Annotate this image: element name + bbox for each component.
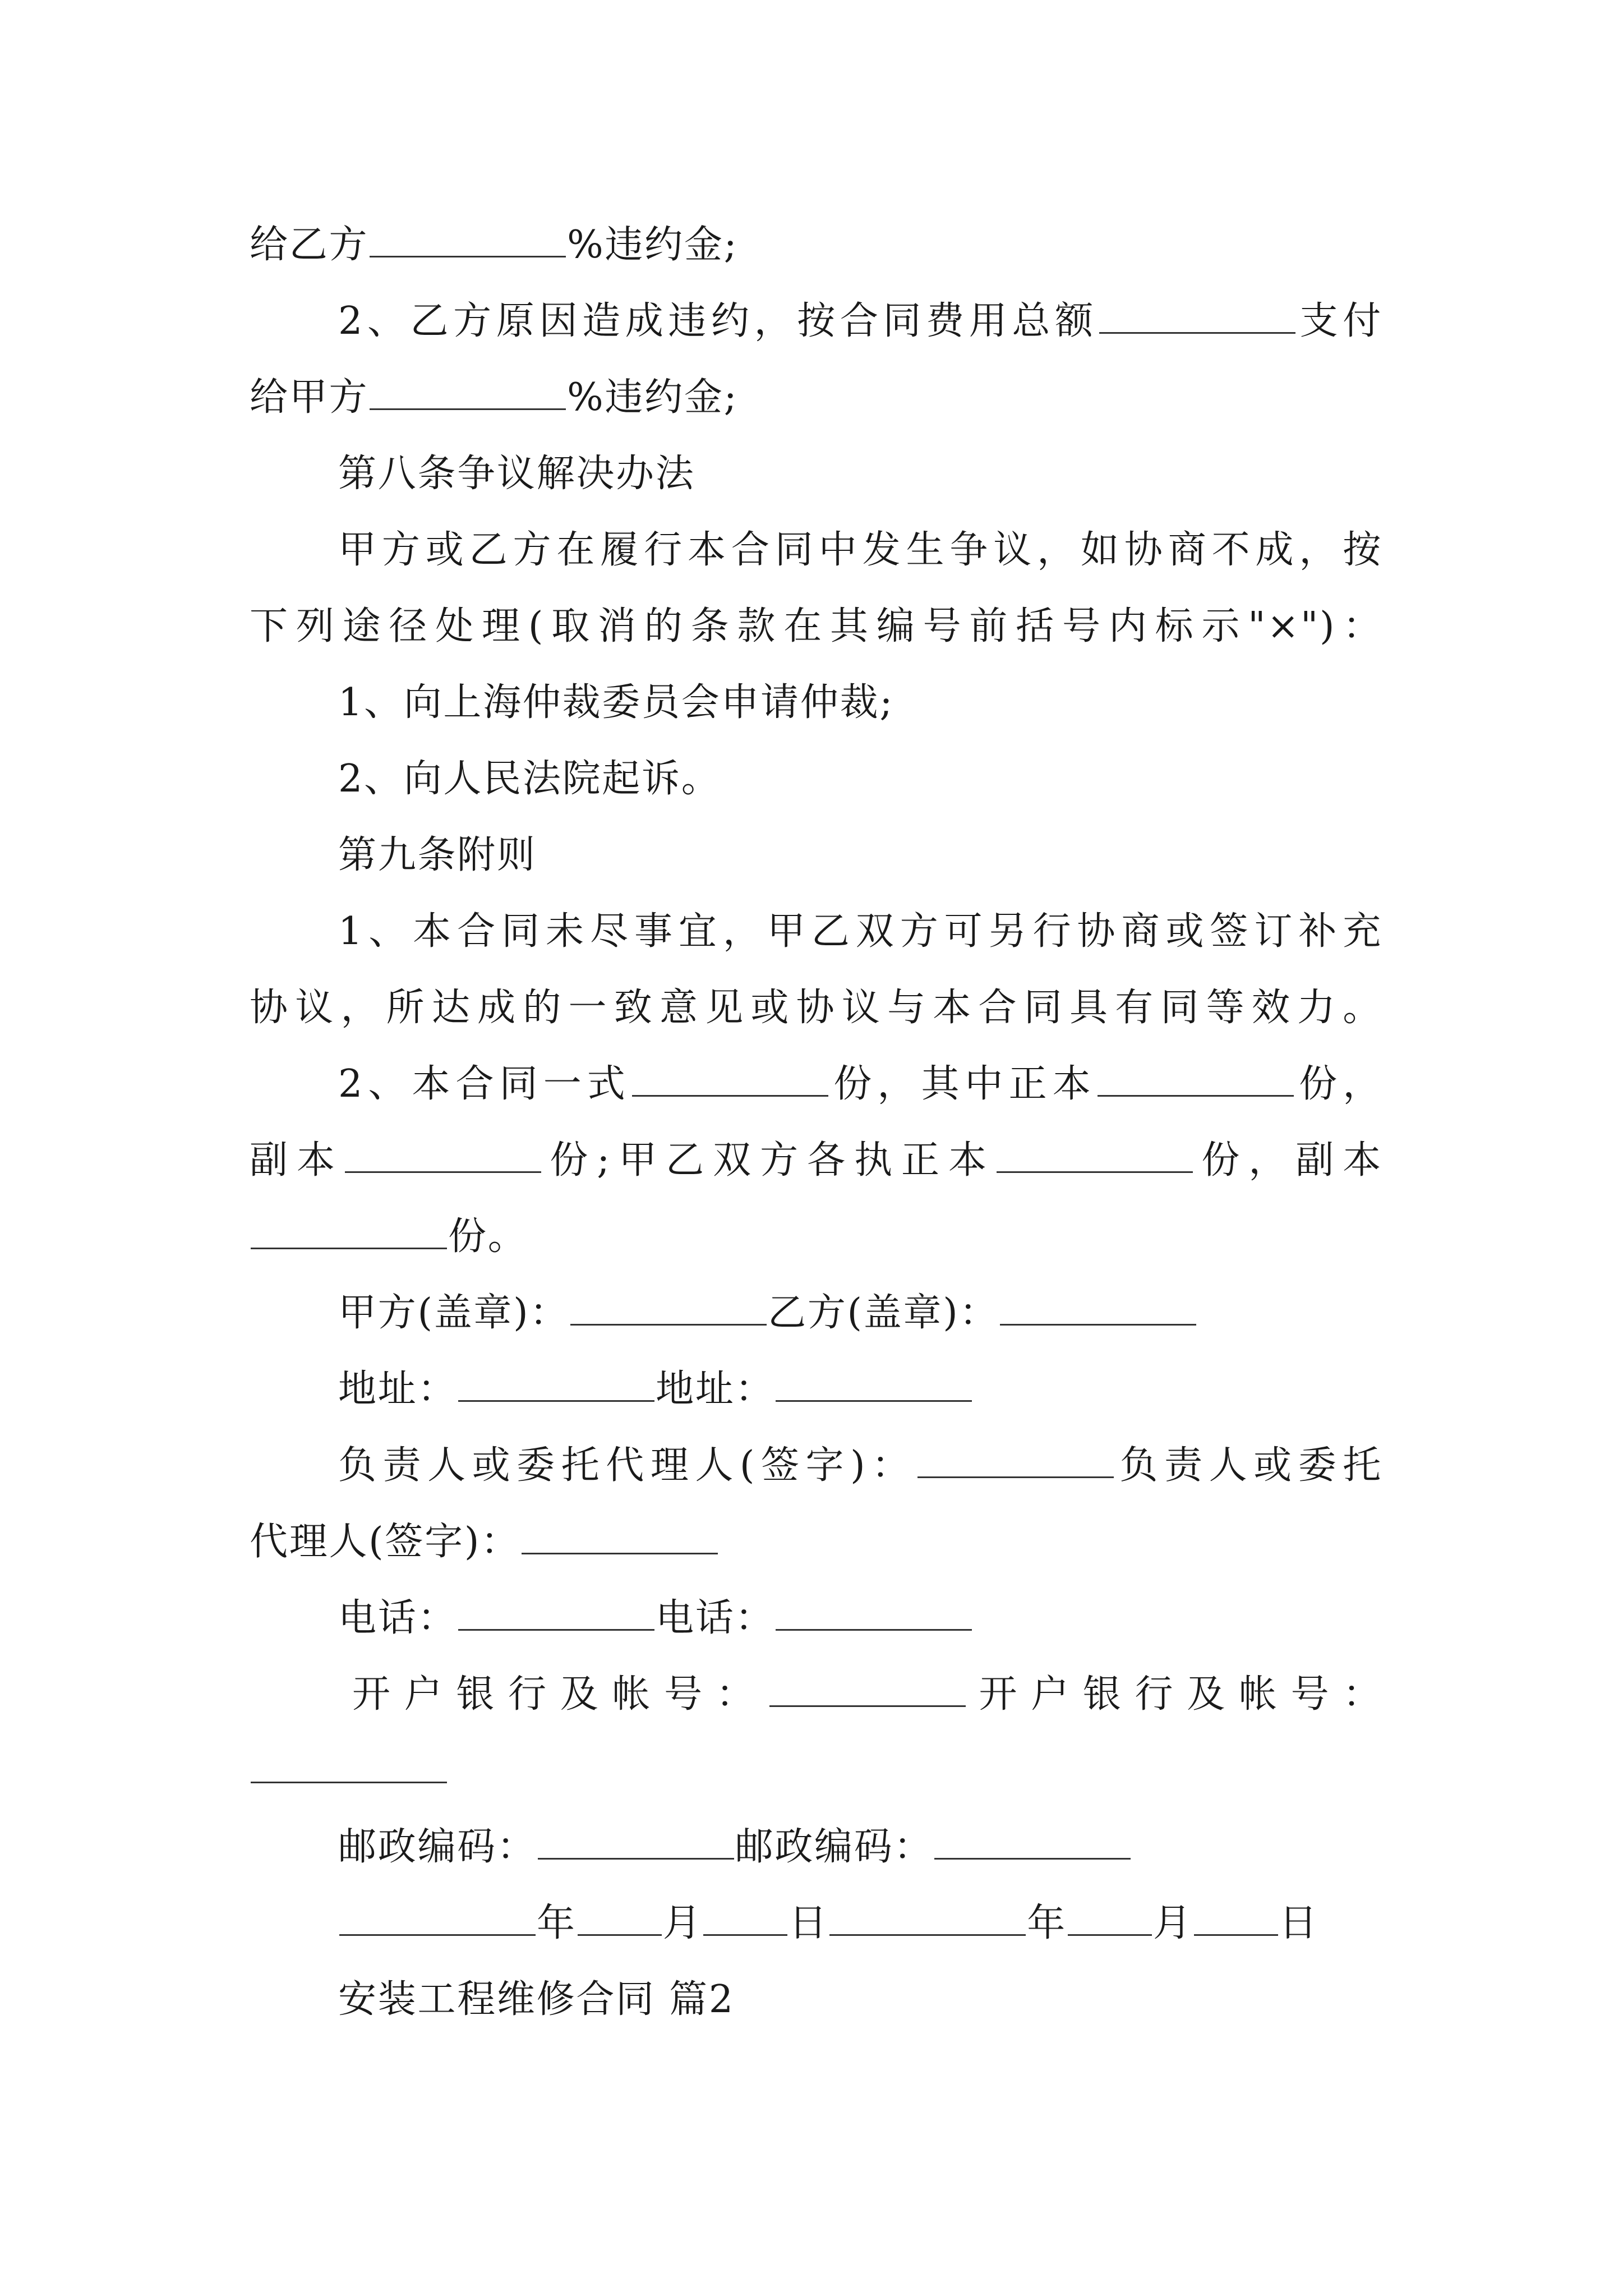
text: 乙方(盖章)： [768, 1291, 999, 1335]
blank-field [1099, 301, 1295, 334]
blank-field [934, 1826, 1131, 1860]
blank-field [1068, 1903, 1152, 1936]
text: %违约金; [567, 375, 739, 420]
blank-field [458, 1598, 654, 1631]
blank-field [339, 1903, 536, 1936]
blank-field [578, 1903, 662, 1936]
text-line: 协议，所达成的一致意见或协议与本合同具有同等效力。 [250, 986, 1382, 1030]
text: 份;甲乙双方各执正本 [542, 1138, 996, 1182]
postcode-line [338, 1816, 1382, 1878]
text: 电话： [656, 1596, 775, 1640]
blank-field [769, 1674, 966, 1707]
text: 日 [1279, 1901, 1319, 1945]
text: 电话： [338, 1596, 458, 1640]
text: 代理人(签字)： [250, 1520, 520, 1564]
text: 甲方(盖章)： [338, 1291, 570, 1335]
section-heading: 第八条争议解决办法 [338, 452, 695, 496]
text: 支付 [1296, 299, 1382, 343]
blank-field [632, 1064, 828, 1097]
text-line [250, 1206, 1382, 1268]
text: 份， [1294, 1062, 1382, 1106]
text: 年 [1027, 1901, 1067, 1945]
text-line [338, 291, 1382, 352]
blank-field [370, 224, 566, 257]
text: 份，其中正本 [829, 1062, 1096, 1106]
text: 邮政编码： [338, 1825, 537, 1869]
text: 负责人或委托代理人(签字)： [338, 1443, 916, 1488]
text: 开户银行及帐号： [966, 1672, 1382, 1717]
text: 2、乙方原因造成违约，按合同费用总额 [338, 299, 1098, 343]
signature-line [338, 1435, 1382, 1497]
text: 2、本合同一式 [338, 1062, 631, 1106]
text-line [250, 367, 1382, 429]
blank-field [1098, 1064, 1294, 1097]
text: 负责人或委托 [1114, 1443, 1382, 1488]
blank-field [251, 1750, 447, 1783]
blank-field [1194, 1903, 1278, 1936]
blank-field [251, 1216, 447, 1249]
text: 地址： [338, 1367, 458, 1411]
text: 日 [789, 1901, 829, 1945]
date-line [338, 1893, 1382, 1954]
blank-field [538, 1826, 734, 1860]
blank-field [776, 1598, 972, 1631]
signature-line [338, 1282, 1382, 1344]
signature-line [250, 1511, 1382, 1573]
blank-field [997, 1140, 1193, 1173]
blank-field [917, 1445, 1114, 1478]
blank-field [345, 1140, 541, 1173]
blank-field [703, 1903, 787, 1936]
text: 月 [662, 1901, 703, 1945]
blank-field [829, 1903, 1026, 1936]
text-line: 1、本合同未尽事宜，甲乙双方可另行协商或签订补充 [338, 909, 1382, 954]
text: 给甲方 [250, 375, 369, 420]
blank-field [570, 1292, 767, 1326]
blank-field [1000, 1292, 1196, 1326]
address-line [338, 1359, 1382, 1420]
text-line: 甲方或乙方在履行本合同中发生争议，如协商不成，按 [338, 528, 1382, 572]
blank-field [370, 377, 566, 410]
text-line [250, 1740, 1382, 1802]
text-line: 2、向人民法院起诉。 [338, 757, 721, 801]
text-line [250, 214, 1382, 276]
text: 给乙方 [250, 223, 369, 267]
text-line: 下列途径处理(取消的条款在其编号前括号内标示"×")： [250, 604, 1382, 648]
text: 副本 [250, 1138, 344, 1182]
text-line [338, 1053, 1382, 1115]
blank-field [458, 1369, 654, 1402]
text: 份。 [448, 1214, 528, 1259]
text: 年 [537, 1901, 577, 1945]
text: 份，副本 [1194, 1138, 1382, 1182]
text: 开户银行及帐号： [352, 1672, 768, 1717]
text: %违约金; [567, 223, 739, 267]
text: 地址： [656, 1367, 775, 1411]
bank-line [352, 1664, 1382, 1726]
blank-field [522, 1521, 718, 1554]
phone-line [338, 1588, 1382, 1649]
text-line: 1、向上海仲裁委员会申请仲裁; [338, 680, 894, 725]
text: 邮政编码： [735, 1825, 934, 1869]
text-line [250, 1130, 1382, 1191]
text: 月 [1152, 1901, 1193, 1945]
next-section-title: 安装工程维修合同 篇2 [338, 1977, 735, 2022]
section-heading: 第九条附则 [338, 833, 537, 877]
blank-field [776, 1369, 972, 1402]
